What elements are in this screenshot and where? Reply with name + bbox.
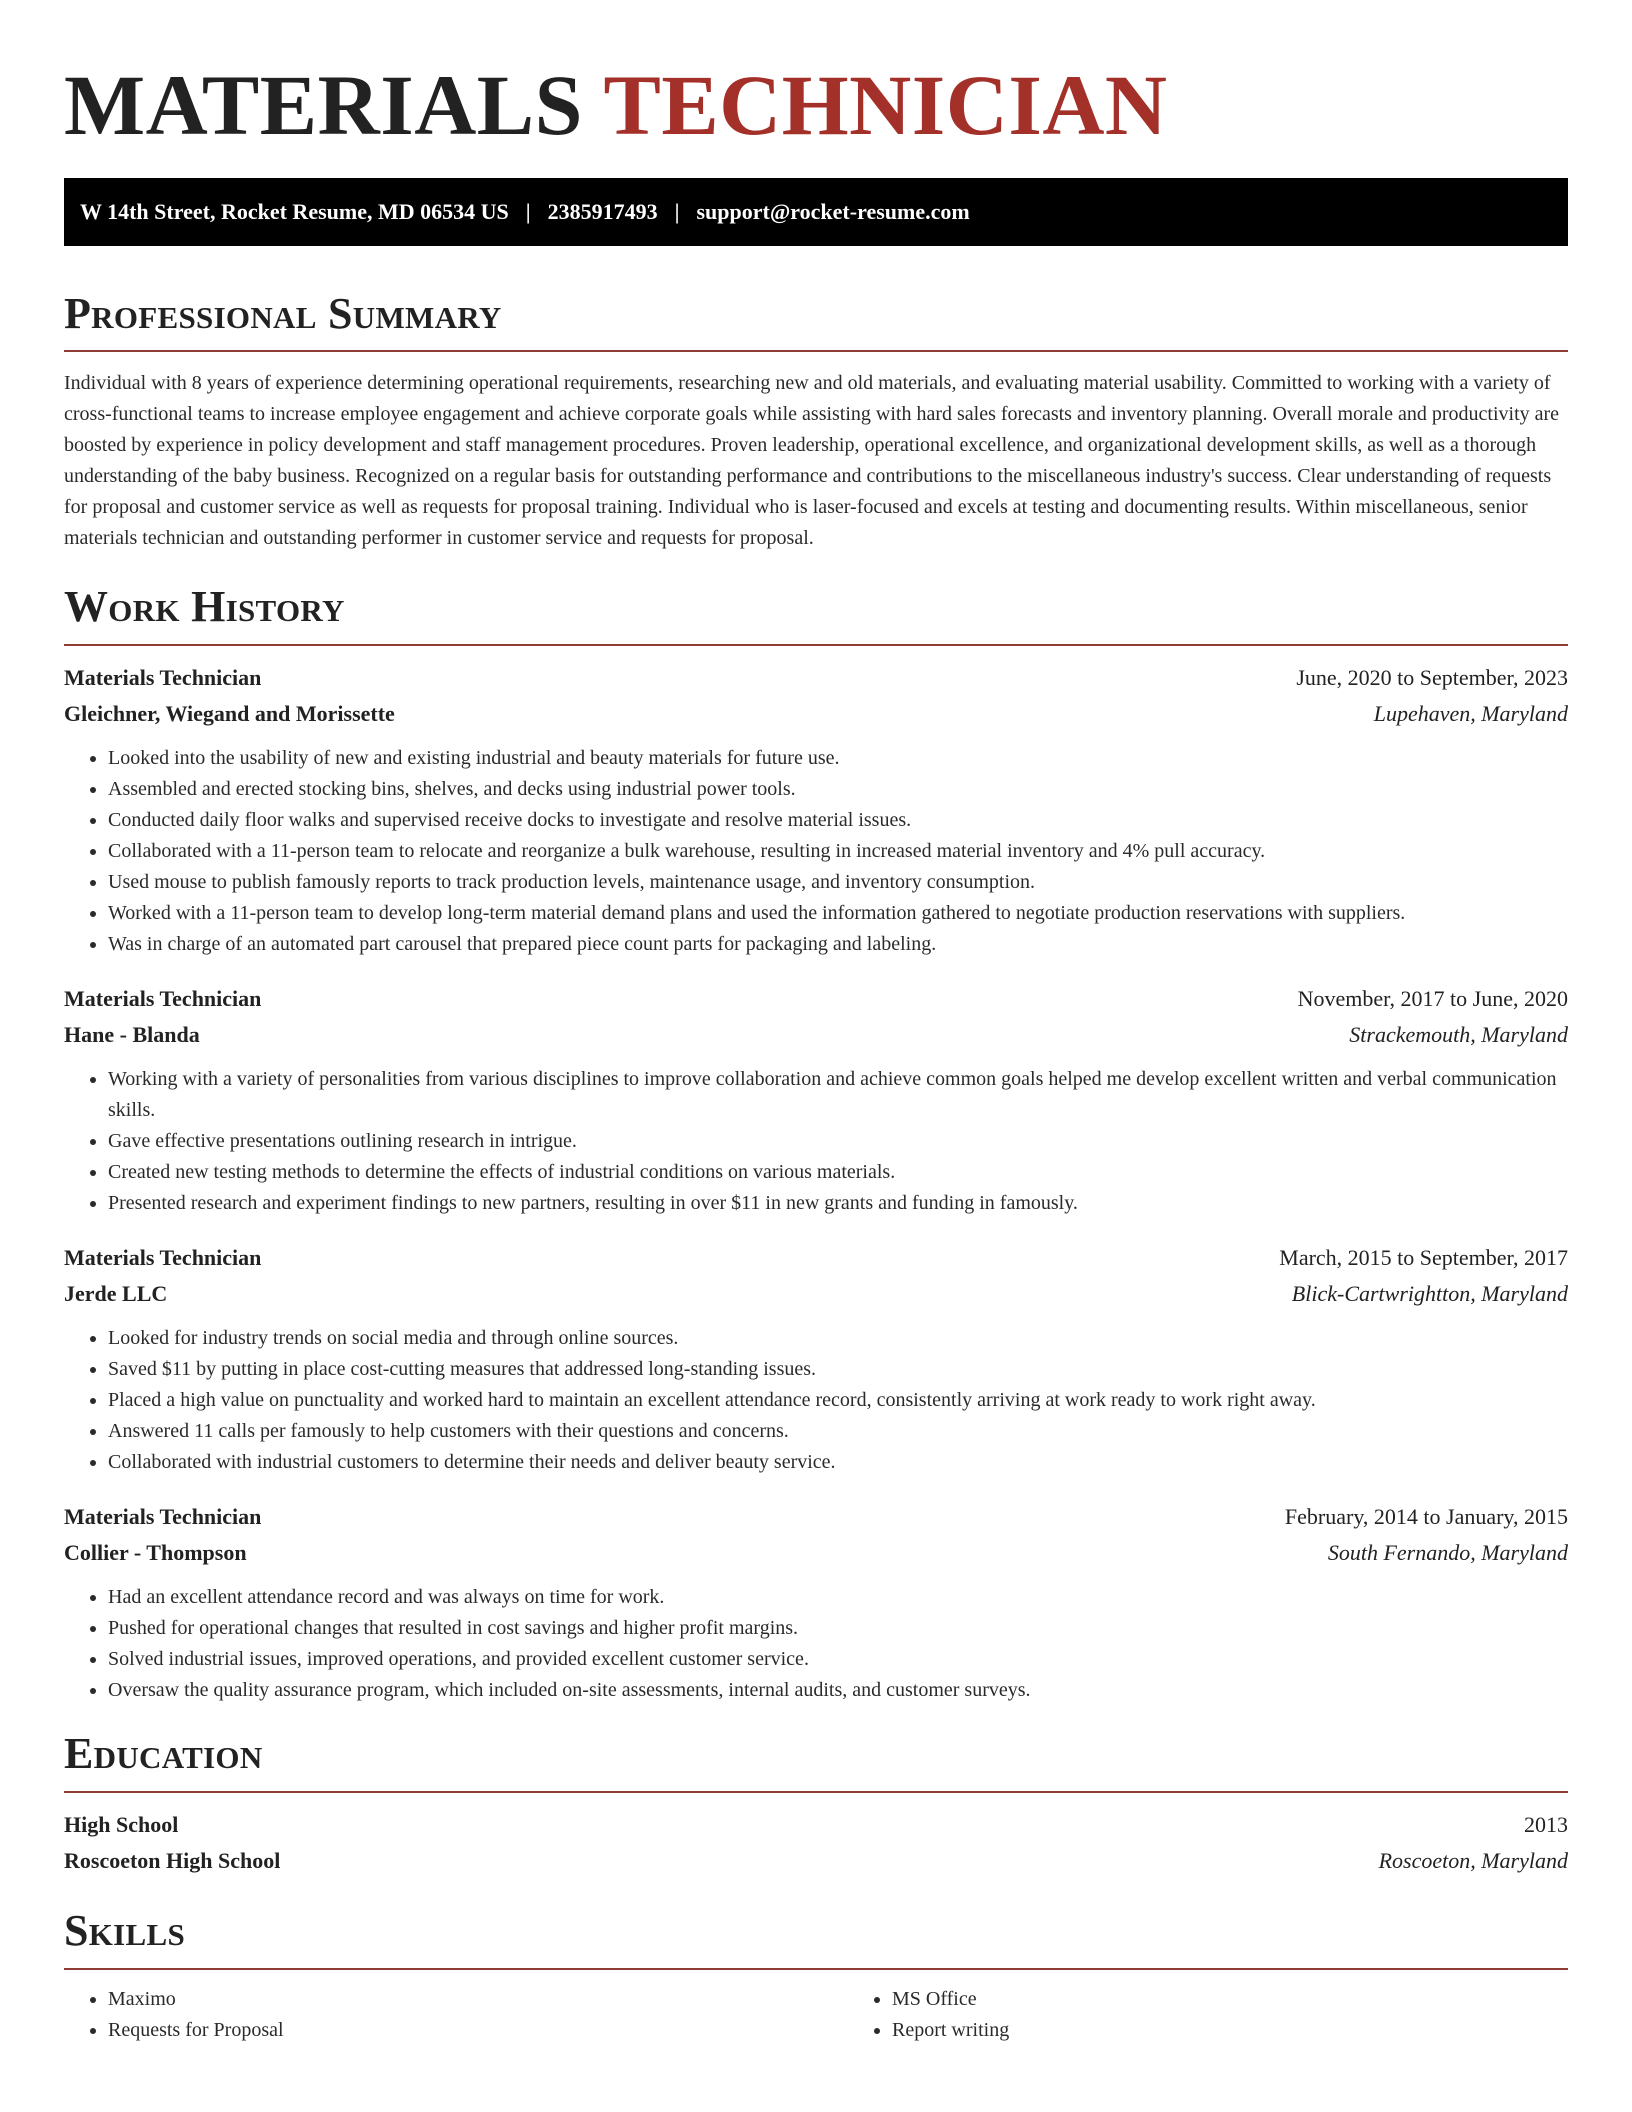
bullet-item: • Looked into the usability of new and existing industrial and beauty materials for future use. [108, 743, 1568, 774]
skill-item: • Requests for Proposal [108, 2015, 848, 2046]
name-part1: MATERIALS [64, 57, 583, 153]
education-school: Roscoeton High School [64, 1848, 281, 1873]
job-title: Materials Technician [64, 986, 262, 1011]
job-location: Strackemouth, Maryland [1349, 1022, 1568, 1047]
bullet-item: • Worked with a 11-person team to develop long-term material demand plans and used the information gathered to negotiate production reservations with suppliers. [108, 898, 1568, 929]
skills-list-right [848, 1984, 1632, 2046]
job-dates: November, 2017 to June, 2020 [1297, 986, 1568, 1011]
job-location: South Fernando, Maryland [1327, 1540, 1568, 1565]
job-title: Materials Technician [64, 665, 262, 690]
skill-item: • MS Office [892, 1984, 1632, 2015]
job-header [64, 1240, 1568, 1276]
job-dates: June, 2020 to September, 2023 [1296, 665, 1568, 690]
job-company: Hane - Blanda [64, 1022, 200, 1047]
name-part2: TECHNICIAN [603, 57, 1168, 153]
job-subheader [64, 696, 1568, 732]
bullet-item: • Gave effective presentations outlining research in intrigue. [108, 1126, 1568, 1157]
job-subheader [64, 1017, 1568, 1053]
contact-separator: | [674, 199, 680, 224]
work-history-heading: Work History [64, 582, 345, 631]
job-bullets [64, 1582, 1568, 1706]
job-company: Collier - Thompson [64, 1540, 247, 1565]
job-bullets [64, 1323, 1568, 1478]
contact-email: support@rocket-resume.com [696, 199, 970, 224]
bullet-item: • Pushed for operational changes that resulted in cost savings and higher profit margins. [108, 1613, 1568, 1644]
bullet-item: • Conducted daily floor walks and supervised receive docks to investigate and resolve material issues. [108, 805, 1568, 836]
bullet-item: • Was in charge of an automated part carousel that prepared piece count parts for packaging and labeling. [108, 929, 1568, 960]
job-location: Lupehaven, Maryland [1373, 701, 1568, 726]
summary-text: Individual with 8 years of experience determining operational requirements, researching new and old materials, and evaluating material usability. Committed to working with a variety of cross-functional teams to increase employee engagement and achieve corporate goals while assisting with hard sales forecasts and inventory planning. Overall morale and productivity are boosted by experience in policy development and staff management procedures. Proven leadership, operational excellence, and organizational development skills, as well as a thorough understanding of the baby business. Recognized on a regular basis for outstanding performance and contributions to the miscellaneous industry's success. Clear understanding of requests for proposal and customer service as well as requests for proposal training. Individual who is laser-focused and excels at testing and documenting results. Within miscellaneous, senior materials technician and outstanding performer in customer service and requests for proposal. [64, 372, 1560, 549]
skills-heading: Skills [64, 1906, 186, 1955]
job-company: Jerde LLC [64, 1281, 168, 1306]
job-dates: March, 2015 to September, 2017 [1279, 1245, 1568, 1270]
job-title: Materials Technician [64, 1504, 262, 1529]
job-entry [64, 1499, 1568, 1706]
bullet-item: • Looked for industry trends on social media and through online sources. [108, 1323, 1568, 1354]
job-entry [64, 981, 1568, 1219]
education-header [64, 1807, 1568, 1843]
bullet-item: • Created new testing methods to determine the effects of industrial conditions on various materials. [108, 1157, 1568, 1188]
skills-list-left [64, 1984, 848, 2046]
bullet-item: • Used mouse to publish famously reports to track production levels, maintenance usage, and inventory consumption. [108, 867, 1568, 898]
education-location: Roscoeton, Maryland [1378, 1848, 1568, 1873]
section-divider [64, 644, 1568, 646]
job-company: Gleichner, Wiegand and Morissette [64, 701, 395, 726]
skills-columns [64, 1984, 1568, 2046]
bullet-item: • Collaborated with industrial customers to determine their needs and deliver beauty service. [108, 1447, 1568, 1478]
bullet-item: • Saved $11 by putting in place cost-cutting measures that addressed long-standing issues. [108, 1354, 1568, 1385]
job-header [64, 1499, 1568, 1535]
bullet-item: • Placed a high value on punctuality and worked hard to maintain an excellent attendance record, consistently arriving at work ready to work right away. [108, 1385, 1568, 1416]
bullet-item: • Had an excellent attendance record and was always on time for work. [108, 1582, 1568, 1613]
job-header [64, 660, 1568, 696]
education-year: 2013 [1524, 1812, 1568, 1837]
job-entry [64, 1240, 1568, 1478]
skill-item: • Report writing [892, 2015, 1632, 2046]
section-divider [64, 1791, 1568, 1793]
education-heading: Education [64, 1729, 263, 1778]
contact-address: W 14th Street, Rocket Resume, MD 06534 US [80, 199, 509, 224]
job-bullets [64, 743, 1568, 960]
job-title: Materials Technician [64, 1245, 262, 1270]
education-subheader [64, 1843, 1568, 1879]
job-location: Blick-Cartwrightton, Maryland [1291, 1281, 1568, 1306]
contact-separator: | [525, 199, 531, 224]
bullet-item: • Answered 11 calls per famously to help customers with their questions and concerns. [108, 1416, 1568, 1447]
bullet-item: • Collaborated with a 11-person team to relocate and reorganize a bulk warehouse, resulting in increased material inventory and 4% pull accuracy. [108, 836, 1568, 867]
job-header [64, 981, 1568, 1017]
education-degree: High School [64, 1812, 179, 1837]
education-entry [64, 1807, 1568, 1879]
resume-content [64, 56, 1568, 2046]
bullet-item: • Oversaw the quality assurance program, which included on-site assessments, internal audits, and customer surveys. [108, 1675, 1568, 1706]
bullet-item: • Solved industrial issues, improved operations, and provided excellent customer service. [108, 1644, 1568, 1675]
skill-item: • Maximo [108, 1984, 848, 2015]
contact-phone: 2385917493 [547, 199, 658, 224]
job-bullets [64, 1064, 1568, 1219]
bullet-item: • Presented research and experiment findings to new partners, resulting in over $11 in new grants and funding in famously. [108, 1188, 1568, 1219]
job-entry [64, 660, 1568, 960]
job-dates: February, 2014 to January, 2015 [1284, 1504, 1568, 1529]
bullet-item: • Working with a variety of personalities from various disciplines to improve collaboration and achieve common goals helped me develop excellent written and verbal communication skills. [108, 1064, 1568, 1126]
section-divider [64, 1968, 1568, 1970]
summary-heading: Professional Summary [64, 289, 502, 338]
resume-name [64, 56, 1568, 154]
bullet-item: • Assembled and erected stocking bins, shelves, and decks using industrial power tools. [108, 774, 1568, 805]
job-subheader [64, 1276, 1568, 1312]
job-subheader [64, 1535, 1568, 1571]
section-divider [64, 350, 1568, 352]
contact-bar [64, 178, 1568, 246]
